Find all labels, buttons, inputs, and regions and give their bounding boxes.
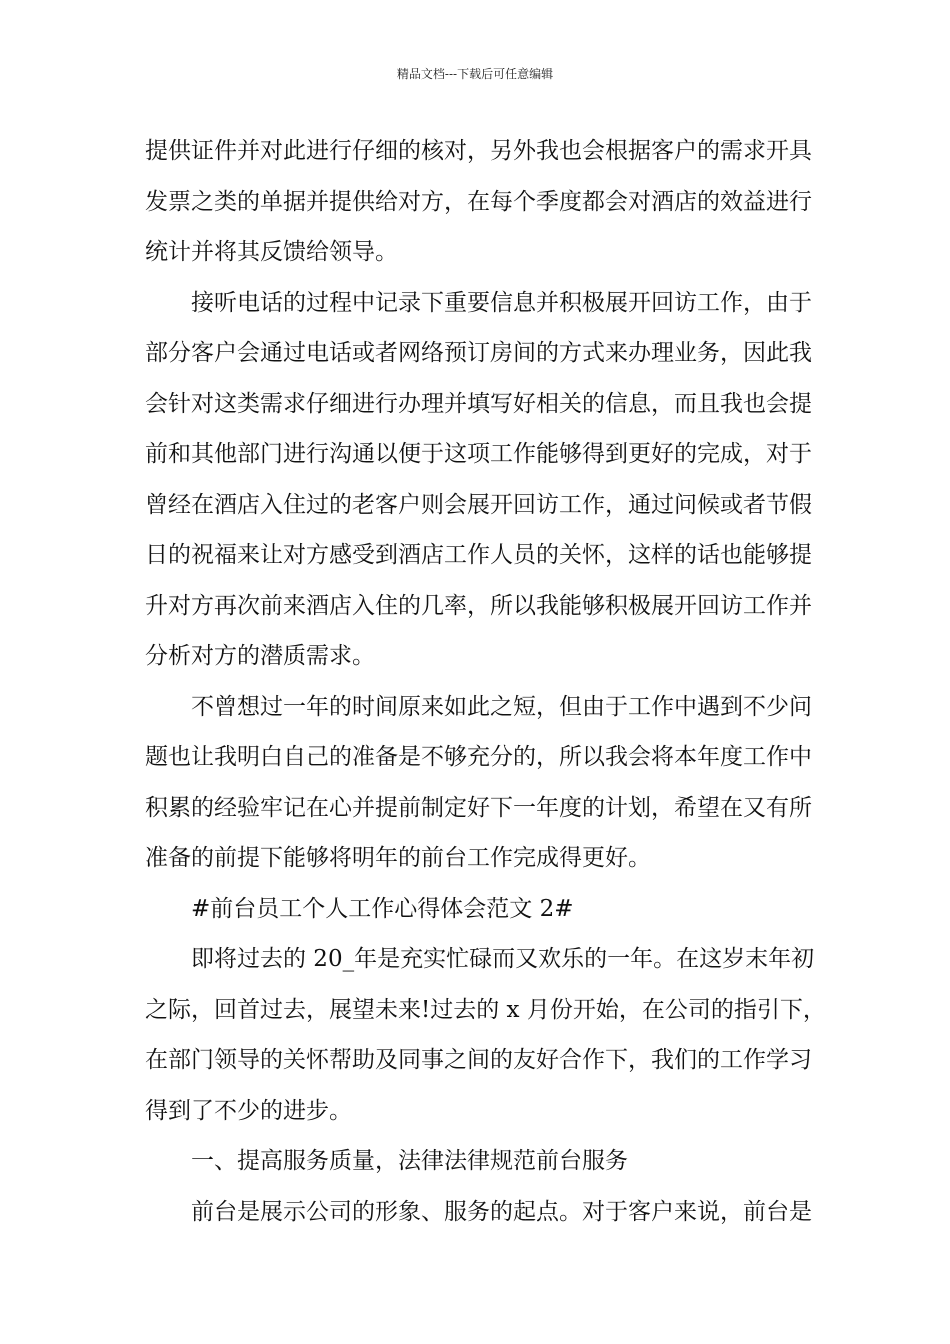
paragraph [145,130,810,282]
text-line: 积累的经验牢记在心并提前制定好下一年度的计划，希望在又有所 [145,794,812,821]
text-line: 准备的前提下能够将明年的前台工作完成得更好。 [145,845,651,871]
text-line: 在部门领导的关怀帮助及同事之间的友好合作下，我们的工作学习 [145,1047,812,1073]
text-line: 一、提高服务质量，法律法律规范前台服务 [191,1148,628,1174]
text-line: 提供证件并对此进行仔细的核对，另外我也会根据客户的需求开具 [145,138,812,164]
text-line: 即将过去的 20_年是充实忙碌而又欢乐的一年。在这岁末年初 [191,946,815,972]
text-line: 曾经在酒店入住过的老客户则会展开回访工作，通过问候或者节假 [145,491,812,518]
text-line: 会针对这类需求仔细进行办理并填写好相关的信息，而且我也会提 [145,390,812,417]
text-line: 前和其他部门进行沟通以便于这项工作能够得到更好的完成，对于 [145,441,812,467]
paragraph [145,282,810,686]
text-line: 接听电话的过程中记录下重要信息并积极展开回访工作，由于 [191,289,812,316]
section-heading [145,888,810,939]
paragraph [145,686,810,888]
text-line: 部分客户会通过电话或者网络预订房间的方式来办理业务，因此我 [145,340,812,366]
text-line: 不曾想过一年的时间原来如此之短，但由于工作中遇到不少问 [191,693,812,720]
subheading [145,1140,810,1191]
text-line: 前台是展示公司的形象、服务的起点。对于客户来说，前台是 [191,1198,812,1225]
document-body [145,130,826,1241]
page-header: 精品文档---下载后可任意编辑 [396,67,554,81]
text-line: 日的祝福来让对方感受到酒店工作人员的关怀，这样的话也能够提 [145,542,812,568]
paragraph [145,938,826,1140]
text-line: 发票之类的单据并提供给对方，在每个季度都会对酒店的效益进行 [145,188,812,215]
text-line: 分析对方的潜质需求。 [145,643,375,669]
text-line: 升对方再次前来酒店入住的几率，所以我能够积极展开回访工作并 [145,592,812,619]
text-line: 之际，回首过去，展望未来!过去的 x 月份开始，在公司的指引下， [145,996,826,1023]
text-line: 统计并将其反馈给领导。 [145,239,398,265]
text-line: 题也让我明白自己的准备是不够充分的，所以我会将本年度工作中 [145,744,812,770]
text-line: 得到了不少的进步。 [145,1097,352,1124]
text-line: #前台员工个人工作心得体会范文 2# [191,895,574,922]
paragraph [145,1191,810,1242]
